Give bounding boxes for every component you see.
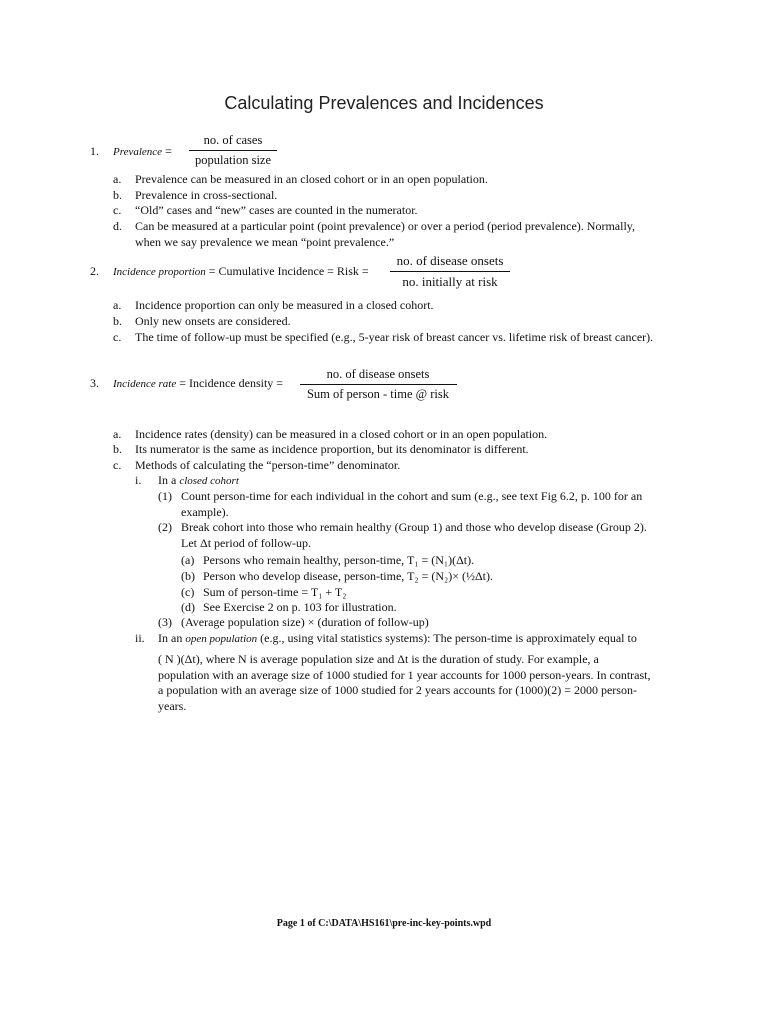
fraction-bar <box>189 150 277 151</box>
open-population-formula-line: ( N )(Δt), where N is average population size and Δt is the duration of study. For example, a <box>158 652 599 666</box>
list-marker: d. <box>113 219 122 233</box>
prevalence-term: Prevalence <box>113 146 163 158</box>
prevalence-numerator: no. of cases <box>203 133 263 147</box>
section-1-heading <box>113 144 172 159</box>
lettered-item: Person who develop disease, person-time, T₂ = (N₂)× (½Δt). <box>203 569 494 583</box>
list-item: Prevalence in cross-sectional. <box>135 188 278 202</box>
incidence-rate-term: Incidence rate <box>113 378 177 390</box>
list-item: Incidence proportion can only be measured in a closed cohort. <box>135 298 434 312</box>
lettered-item: Sum of person-time = T₁ + T₂ <box>203 585 347 599</box>
incidence-proportion-term: Incidence proportion <box>113 266 206 278</box>
rate-numerator: no. of disease onsets <box>326 367 430 381</box>
list-item: Can be measured at a particular point (point prevalence) or over a period (period prevalence). Normally, <box>135 219 636 233</box>
list-item: The time of follow-up must be specified (e.g., 5-year risk of breast cancer vs. lifetime risk of breast cancer). <box>135 330 654 344</box>
closed-cohort-prefix: In a <box>158 473 180 487</box>
list-item: Its numerator is the same as incidence proportion, but its denominator is different. <box>135 442 529 456</box>
page-footer: Page 1 of C:\DATA\HS161\pre-inc-key-points.wpd <box>276 918 492 929</box>
lettered-marker: (c) <box>181 585 195 599</box>
page-title: Calculating Prevalences and Incidences <box>224 93 544 113</box>
numbered-item-continuation: Let Δt period of follow-up. <box>181 536 312 550</box>
numbered-item: Break cohort into those who remain healthy (Group 1) and those who develop disease (Group 2). <box>181 520 647 534</box>
open-population-rest: (e.g., using vital statistics systems): The person-time is approximately equal to <box>257 631 637 645</box>
lettered-marker: (a) <box>181 553 195 567</box>
section-2-heading <box>113 264 369 279</box>
sublist-marker: i. <box>135 473 142 487</box>
paragraph-line: a population with an average size of 1000 studied for 2 years accounts for (1000)(2) = 2000 person- <box>158 683 637 697</box>
lettered-marker: (b) <box>181 569 195 583</box>
section-2-number: 2. <box>90 264 99 278</box>
numbered-item-continuation: example). <box>181 505 229 519</box>
closed-cohort-term: closed cohort <box>179 475 239 487</box>
rate-denominator: Sum of person - time @ risk <box>306 387 450 401</box>
list-item-continuation: when we say prevalence we mean “point prevalence.” <box>135 235 395 249</box>
section-3-heading <box>113 376 283 391</box>
list-item: Only new onsets are considered. <box>135 314 291 328</box>
lettered-marker: (d) <box>181 600 195 614</box>
risk-numerator: no. of disease onsets <box>396 253 504 268</box>
list-marker: a. <box>113 298 122 312</box>
list-marker: b. <box>113 188 122 202</box>
list-marker: c. <box>113 203 122 217</box>
lettered-item: Persons who remain healthy, person-time, T₁ = (N₁)(Δt). <box>203 553 475 567</box>
equals-sign: = <box>162 144 172 158</box>
list-item: Incidence rates (density) can be measured in a closed cohort or in an open population. <box>135 427 548 441</box>
list-item: Methods of calculating the “person-time” denominator. <box>135 458 401 472</box>
section-3-number: 3. <box>90 376 99 390</box>
fraction-bar <box>390 271 510 272</box>
open-population-prefix: In an <box>158 631 186 645</box>
numbered-item: Count person-time for each individual in the cohort and sum (e.g., see text Fig 6.2, p. 100 for an <box>181 489 643 503</box>
fraction-bar <box>300 384 457 385</box>
numbered-item: (Average population size) × (duration of follow-up) <box>181 615 429 629</box>
closed-cohort-heading <box>158 473 239 488</box>
lettered-item: See Exercise 2 on p. 103 for illustration. <box>203 600 397 614</box>
list-item: “Old” cases and “new” cases are counted in the numerator. <box>135 203 418 217</box>
section-2-equation-text: = Cumulative Incidence = Risk = <box>205 264 369 278</box>
list-marker: a. <box>113 427 122 441</box>
list-marker: b. <box>113 314 122 328</box>
list-marker: b. <box>113 442 122 456</box>
section-3-equation-text: = Incidence density = <box>176 376 284 390</box>
paragraph-line: years. <box>158 699 187 713</box>
list-marker: a. <box>113 172 122 186</box>
sublist-marker: ii. <box>135 631 145 645</box>
list-marker: c. <box>113 330 122 344</box>
open-population-term: open population <box>185 633 258 645</box>
open-population-line <box>158 631 637 646</box>
section-1-number: 1. <box>90 144 99 158</box>
numbered-marker: (1) <box>158 489 172 503</box>
risk-denominator: no. initially at risk <box>402 274 498 289</box>
numbered-marker: (3) <box>158 615 172 629</box>
list-marker: c. <box>113 458 122 472</box>
list-item: Prevalence can be measured in an closed cohort or in an open population. <box>135 172 488 186</box>
numbered-marker: (2) <box>158 520 172 534</box>
paragraph-line: population with an average size of 1000 studied for 1 year accounts for 1000 person-years. In contrast, <box>158 668 651 682</box>
prevalence-denominator: population size <box>194 153 272 167</box>
